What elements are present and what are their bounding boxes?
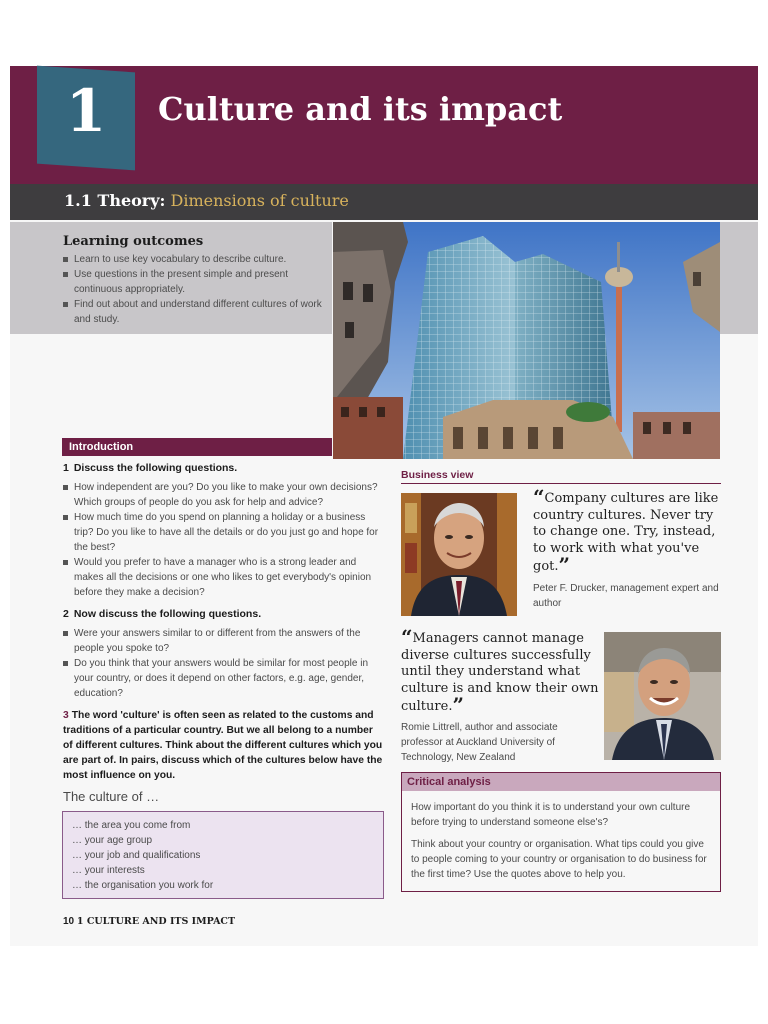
list-item: Were your answers similar to or different from the answers of the people you spoke to?	[62, 626, 380, 656]
critical-analysis-title: Critical analysis	[402, 773, 720, 791]
section-title	[64, 191, 349, 210]
list-item: How much time do you spend on planning a holiday or a business trip? Do you like to have all the details or do you just go and hope for the best?	[62, 510, 380, 555]
culture-item: … your interests	[72, 865, 145, 876]
quote-text: Managers cannot manage diverse cultures successfully until they understand what culture is and know their own culture.	[401, 631, 599, 714]
business-view-rule	[401, 483, 721, 484]
quote-littrell	[401, 625, 601, 717]
quote-attribution: Romie Littrell, author and associate professor at Auckland University of Technology, New Zealand	[401, 722, 558, 763]
question-text: Discuss the following questions.	[73, 462, 238, 474]
open-quote-icon: “	[401, 625, 413, 649]
portrait-illustration	[604, 632, 721, 760]
critical-analysis-paragraph: Think about your country or organisation. What tips could you give to people coming to your country or organisation to do business for the first time? Use the quotes above to help you.	[411, 839, 707, 880]
list-item: How independent are you? Do you like to make your own decisions? Which groups of people do you ask for help and advice?	[62, 480, 380, 510]
question-2-list	[62, 626, 380, 701]
quote-text: Company cultures are like country cultures. Never try to change one. Try, instead, to work with what you've got.	[533, 491, 719, 574]
culture-item: … your age group	[72, 835, 153, 846]
section-number: 1.1 Theory:	[64, 191, 166, 210]
outcome-item: Find out about and understand different cultures of work and study.	[62, 297, 324, 327]
portrait-illustration	[401, 493, 517, 616]
close-quote-icon: ”	[452, 693, 464, 717]
critical-analysis-paragraph: How important do you think it is to understand your own culture before trying to understand someone else's?	[411, 802, 691, 828]
question-1-prompt	[63, 462, 237, 474]
chapter-title: Culture and its impact	[158, 90, 563, 128]
learning-outcomes-title: Learning outcomes	[63, 234, 204, 249]
list-item: Do you think that your answers would be similar for most people in your country, or does it depend on other factors, e.g. age, gender, education?	[62, 656, 380, 701]
page-number: 10	[63, 916, 75, 927]
question-text: The word 'culture' is often seen as related to the customs and traditions of a particular country. But we all belong to a number of different cultures. Think about the different cultures which you are part of. In pairs, discuss which of the cultures below have the most influence on you.	[63, 710, 383, 781]
question-3	[63, 708, 383, 783]
question-text: Now discuss the following questions.	[73, 608, 262, 620]
question-2-prompt	[63, 608, 261, 620]
outcome-item: Learn to use key vocabulary to describe culture.	[62, 252, 324, 267]
question-number: 3	[63, 710, 69, 721]
portrait-littrell	[604, 632, 721, 760]
introduction-header: Introduction	[62, 438, 332, 456]
outcome-item: Use questions in the present simple and present continuous appropriately.	[62, 267, 324, 297]
close-quote-icon: ”	[558, 553, 571, 577]
chapter-number: 1	[65, 77, 107, 145]
business-view-title: Business view	[401, 469, 474, 481]
culture-item: … the area you come from	[72, 820, 191, 831]
section-subtitle: Dimensions of culture	[170, 191, 349, 210]
quote-drucker	[533, 485, 723, 577]
city-skyline-photo	[333, 222, 720, 459]
panel-edge	[720, 222, 758, 334]
learning-outcomes-list	[62, 252, 324, 327]
footer-chapter-label: 1 CULTURE AND ITS IMPACT	[76, 916, 236, 927]
list-item: Would you prefer to have a manager who is a strong leader and makes all the decisions or one who likes to get everybody's opinion before they make a decision?	[62, 555, 380, 600]
quote-attribution: Peter F. Drucker, management expert and author	[533, 583, 719, 609]
open-quote-icon: “	[533, 485, 545, 509]
skyscraper-illustration	[333, 222, 720, 459]
question-1-list	[62, 480, 380, 600]
culture-item: … your job and qualifications	[72, 850, 201, 861]
portrait-drucker	[401, 493, 517, 616]
culture-item: … the organisation you work for	[72, 880, 214, 891]
culture-of-label: The culture of …	[63, 789, 160, 804]
culture-list-box	[62, 811, 384, 899]
question-number: 2	[63, 608, 69, 620]
page-footer	[63, 916, 235, 927]
question-number: 1	[63, 462, 69, 474]
